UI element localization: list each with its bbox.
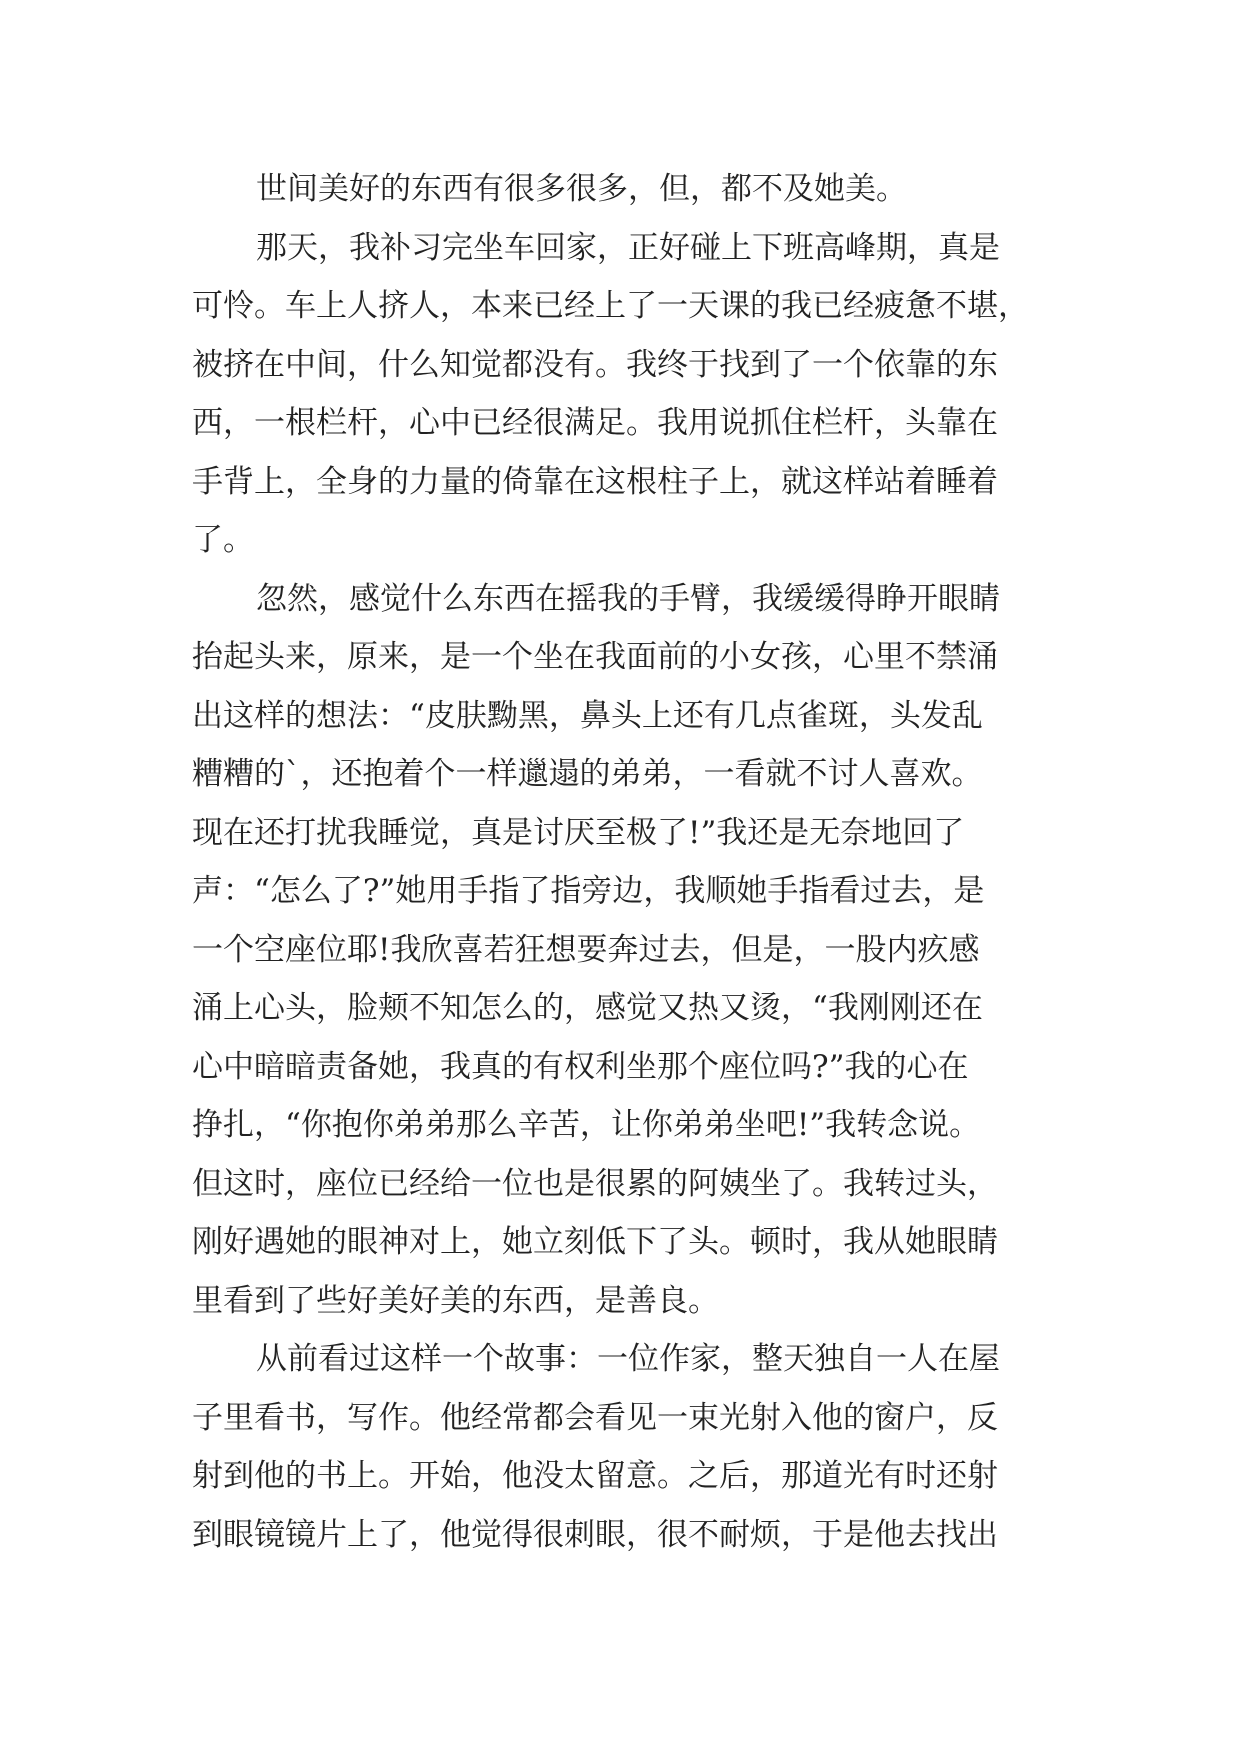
text-line: 一个空座位耶!我欣喜若狂想要奔过去，但是，一股内疚感 [192, 931, 980, 968]
text-line: 西，一根栏杆，心中已经很满足。我用说抓住栏杆，头靠在 [192, 405, 998, 441]
text-line: 糟糟的`，还抱着个一样邋遢的弟弟，一看就不讨人喜欢。 [192, 756, 983, 792]
text-line: 刚好遇她的眼神对上，她立刻低下了头。顿时，我从她眼睛 [192, 1224, 998, 1260]
text-line: 声：“怎么了?”她用手指了指旁边，我顺她手指看过去，是 [192, 873, 985, 909]
text-line: 了。 [192, 522, 254, 558]
text-line: 但这时，座位已经给一位也是很累的阿姨坐了。我转过头， [192, 1165, 998, 1202]
text-line: 挣扎，“你抱你弟弟那么辛苦，让你弟弟坐吧!”我转念说。 [192, 1107, 981, 1143]
text-line: 到眼镜镜片上了，他觉得很刺眼，很不耐烦，于是他去找出 [192, 1516, 998, 1553]
text-line: 心中暗暗责备她，我真的有权利坐那个座位吗?”我的心在 [192, 1048, 969, 1085]
text-line: 那天，我补习完坐车回家，正好碰上下班高峰期，真是 [256, 229, 1000, 266]
text-line: 从前看过这样一个故事：一位作家，整天独自一人在屋 [256, 1341, 1000, 1377]
text-line: 现在还打扰我睡觉，真是讨厌至极了!”我还是无奈地回了 [192, 814, 965, 851]
text-line: 涌上心头，脸颊不知怎么的，感觉又热又烫，“我刚刚还在 [192, 990, 983, 1026]
text-line: 忽然，感觉什么东西在摇我的手臂，我缓缓得睁开眼睛 [256, 580, 1000, 617]
essay-body [192, 160, 1072, 1564]
text-line: 世间美好的东西有很多很多，但，都不及她美。 [256, 171, 907, 207]
text-line: 出这样的想法：“皮肤黝黑，鼻头上还有几点雀斑，头发乱 [192, 697, 983, 734]
text-line: 里看到了些好美好美的东西，是善良。 [192, 1282, 719, 1319]
text-line: 抬起头来，原来，是一个坐在我面前的小女孩，心里不禁涌 [192, 639, 998, 675]
text-line: 射到他的书上。开始，他没太留意。之后，那道光有时还射 [192, 1458, 998, 1494]
text-line: 被挤在中间，什么知觉都没有。我终于找到了一个依靠的东 [192, 346, 998, 383]
text-line: 可怜。车上人挤人，本来已经上了一天课的我已经疲惫不堪， [192, 288, 1029, 324]
text-line: 子里看书，写作。他经常都会看见一束光射入他的窗户，反 [192, 1399, 998, 1436]
text-line: 手背上，全身的力量的倚靠在这根柱子上，就这样站着睡着 [192, 463, 998, 500]
